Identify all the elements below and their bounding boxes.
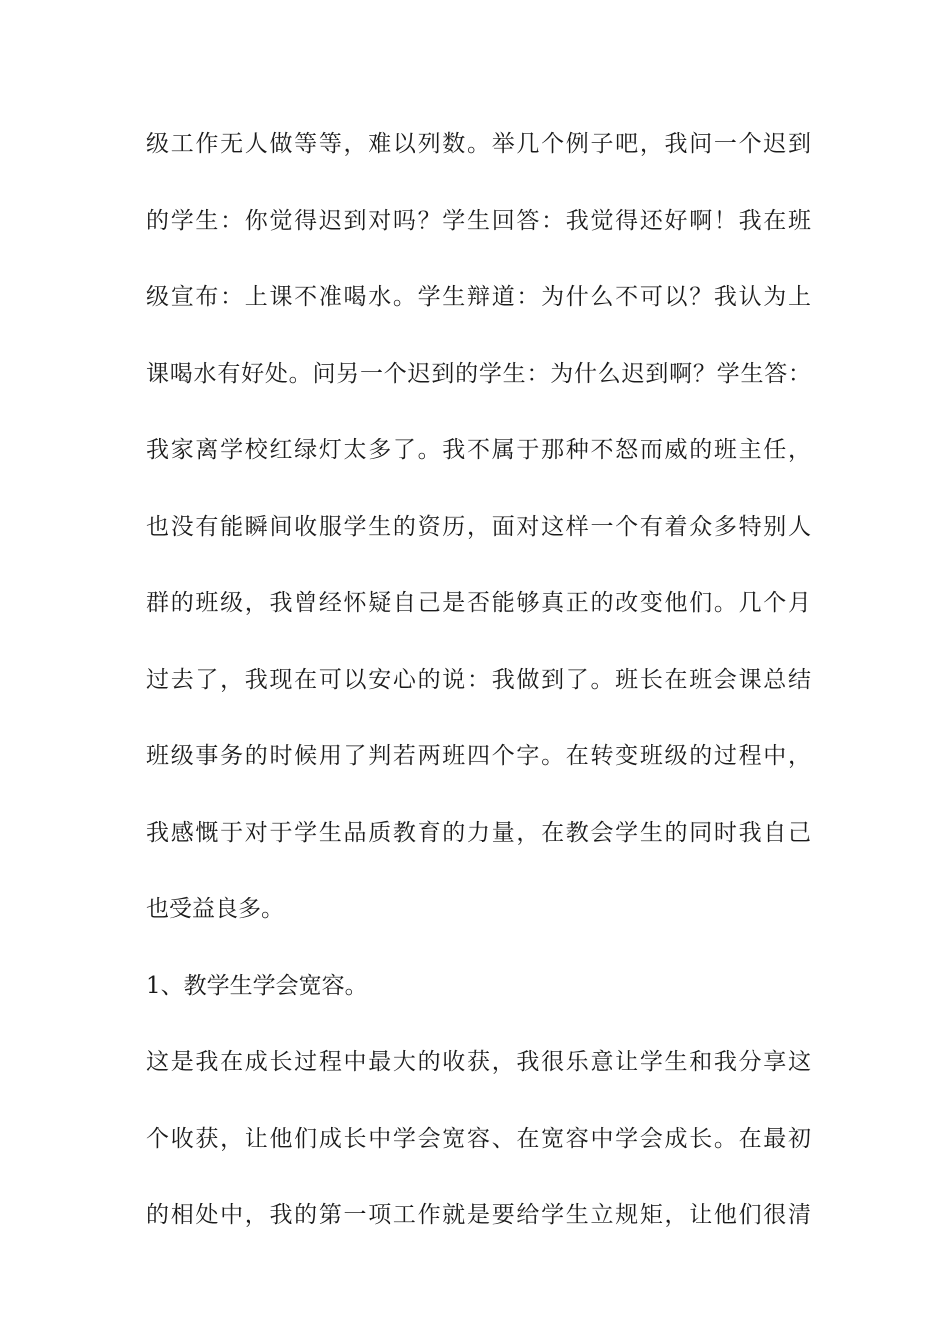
text-line: 的相处中，我的第一项工作就是要给学生立规矩，让他们很清 [146, 1202, 811, 1228]
text-line: 我感慨于对于学生品质教育的力量，在教会学生的同时我自己 [146, 819, 811, 846]
text-line: 班级事务的时候用了判若两班四个字。在转变班级的过程中， [146, 743, 811, 769]
body-text [146, 132, 811, 1280]
text-line: 级宣布：上课不准喝水。学生辩道：为什么不可以？我认为上 [146, 284, 811, 310]
paragraph-end-line: 也受益良多。 [146, 896, 284, 922]
text-line: 过去了，我现在可以安心的说：我做到了。班长在班会课总结 [146, 666, 811, 693]
text-line: 群的班级，我曾经怀疑自己是否能够真正的改变他们。几个月 [146, 590, 811, 616]
text-line: 也没有能瞬间收服学生的资历，面对这样一个有着众多特别人 [146, 513, 811, 540]
section-heading: 1、教学生学会宽容。 [146, 972, 368, 999]
text-line: 级工作无人做等等，难以列数。举几个例子吧，我问一个迟到 [146, 131, 811, 157]
text-line: 我家离学校红绿灯太多了。我不属于那种不怒而威的班主任， [146, 437, 811, 463]
text-line: 这是我在成长过程中最大的收获，我很乐意让学生和我分享这 [146, 1049, 811, 1075]
text-line: 个收获，让他们成长中学会宽容、在宽容中学会成长。在最初 [146, 1125, 811, 1152]
text-line: 的学生：你觉得迟到对吗？学生回答：我觉得还好啊！我在班 [146, 207, 811, 234]
text-line: 课喝水有好处。问另一个迟到的学生：为什么迟到啊？学生答： [146, 360, 811, 387]
